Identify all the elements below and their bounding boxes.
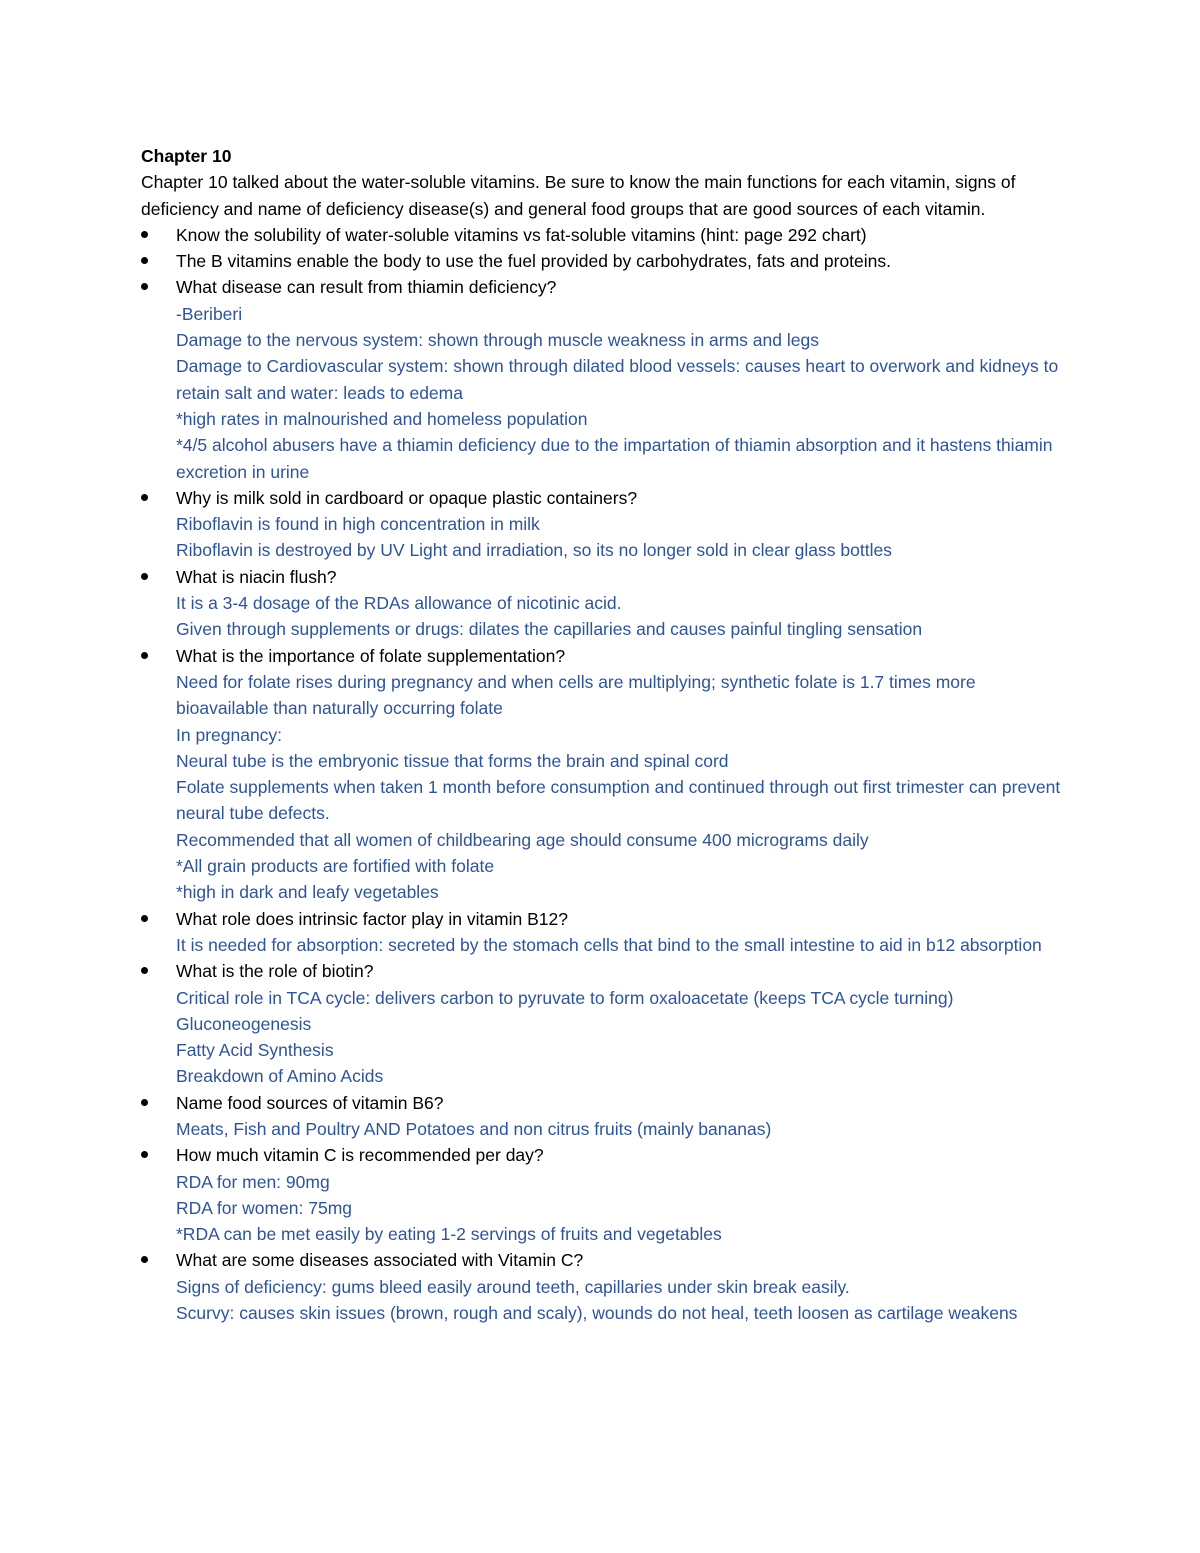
answer-text: *high rates in malnourished and homeless population [176,408,588,429]
chapter-intro: Chapter 10 talked about the water-soluble vitamins. Be sure to know the main functions for each vitamin, signs of deficiency and name of deficiency disease(s) and general food groups that are good sources of each vitamin. [141,172,1016,219]
bullet-icon [141,967,148,974]
question-item [141,958,1061,1089]
answer-text: Fatty Acid Synthesis [176,1040,334,1061]
question-text: What is the role of biotin? [176,961,374,982]
answer-text: RDA for men: 90mg [176,1171,330,1192]
question-text: What role does intrinsic factor play in vitamin B12? [176,908,568,929]
bullet-icon [141,915,148,922]
answer-text: *RDA can be met easily by eating 1-2 servings of fruits and vegetables [176,1224,722,1245]
answer-text: It is needed for absorption: secreted by the stomach cells that bind to the small intestine to aid in b12 absorption [176,934,1042,955]
answer-text: It is a 3-4 dosage of the RDAs allowance of nicotinic acid. [176,593,622,614]
question-text: How much vitamin C is recommended per day? [176,1145,544,1166]
answer-text: Gluconeogenesis [176,1013,312,1034]
question-item [141,485,1061,564]
answer-text: Recommended that all women of childbearing age should consume 400 micrograms daily [176,829,869,850]
question-item [141,274,1061,484]
answer-text: RDA for women: 75mg [176,1197,353,1218]
bullet-icon [141,1256,148,1263]
question-item [141,1142,1061,1247]
bullet-icon [141,573,148,580]
bullet-icon [141,1151,148,1158]
answer-text: Folate supplements when taken 1 month before consumption and continued through out first trimester can prevent neural tube defects. [176,777,1061,824]
question-text: What disease can result from thiamin deficiency? [176,277,557,298]
answer-text: *high in dark and leafy vegetables [176,882,439,903]
question-list [141,222,1061,1326]
answer-text: Signs of deficiency: gums bleed easily around teeth, capillaries under skin break easily. [176,1276,850,1297]
answer-text: Scurvy: causes skin issues (brown, rough and scaly), wounds do not heal, teeth loosen as cartilage weakens [176,1303,1018,1324]
answer-text: Given through supplements or drugs: dilates the capillaries and causes painful tingling sensation [176,619,923,640]
answer-text: Critical role in TCA cycle: delivers carbon to pyruvate to form oxaloacetate (keeps TCA cycle turning) [176,987,954,1008]
answer-text: Damage to Cardiovascular system: shown through dilated blood vessels: causes heart to overwork and kidneys to retain salt and water: leads to edema [176,356,1059,403]
question-item [141,906,1061,959]
question-text: What are some diseases associated with Vitamin C? [176,1250,584,1271]
question-text: Why is milk sold in cardboard or opaque plastic containers? [176,487,638,508]
question-item [141,1247,1061,1326]
answer-text: Riboflavin is destroyed by UV Light and irradiation, so its no longer sold in clear glass bottles [176,540,892,561]
question-text: The B vitamins enable the body to use the fuel provided by carbohydrates, fats and proteins. [176,251,892,272]
answer-text: *4/5 alcohol abusers have a thiamin deficiency due to the impartation of thiamin absorption and it hastens thiamin excretion in urine [176,435,1053,482]
bullet-icon [141,494,148,501]
answer-text: -Beriberi [176,303,243,324]
bullet-icon [141,652,148,659]
question-item [141,248,1061,274]
answer-text: In pregnancy: [176,724,283,745]
answer-text: Breakdown of Amino Acids [176,1066,384,1087]
answer-text: Riboflavin is found in high concentration in milk [176,514,540,535]
answer-text: Meats, Fish and Poultry AND Potatoes and non citrus fruits (mainly bananas) [176,1118,772,1139]
question-text: What is the importance of folate supplementation? [176,645,566,666]
bullet-icon [141,257,148,264]
question-text: Name food sources of vitamin B6? [176,1092,444,1113]
answer-text: *All grain products are fortified with folate [176,856,495,877]
bullet-icon [141,1099,148,1106]
question-text: What is niacin flush? [176,566,337,587]
answer-text: Need for folate rises during pregnancy and when cells are multiplying; synthetic folate is 1.7 times more bioavailable than naturally occurring folate [176,671,976,719]
question-item [141,564,1061,643]
bullet-icon [141,283,148,290]
document-page [141,143,1061,1326]
question-item [141,643,1061,906]
question-item [141,222,1061,248]
question-item [141,1090,1061,1143]
answer-text: Damage to the nervous system: shown through muscle weakness in arms and legs [176,330,819,351]
bullet-icon [141,231,148,238]
question-text: Know the solubility of water-soluble vitamins vs fat-soluble vitamins (hint: page 292 chart) [176,224,867,245]
answer-text: Neural tube is the embryonic tissue that forms the brain and spinal cord [176,750,729,771]
chapter-title: Chapter 10 [141,146,232,166]
